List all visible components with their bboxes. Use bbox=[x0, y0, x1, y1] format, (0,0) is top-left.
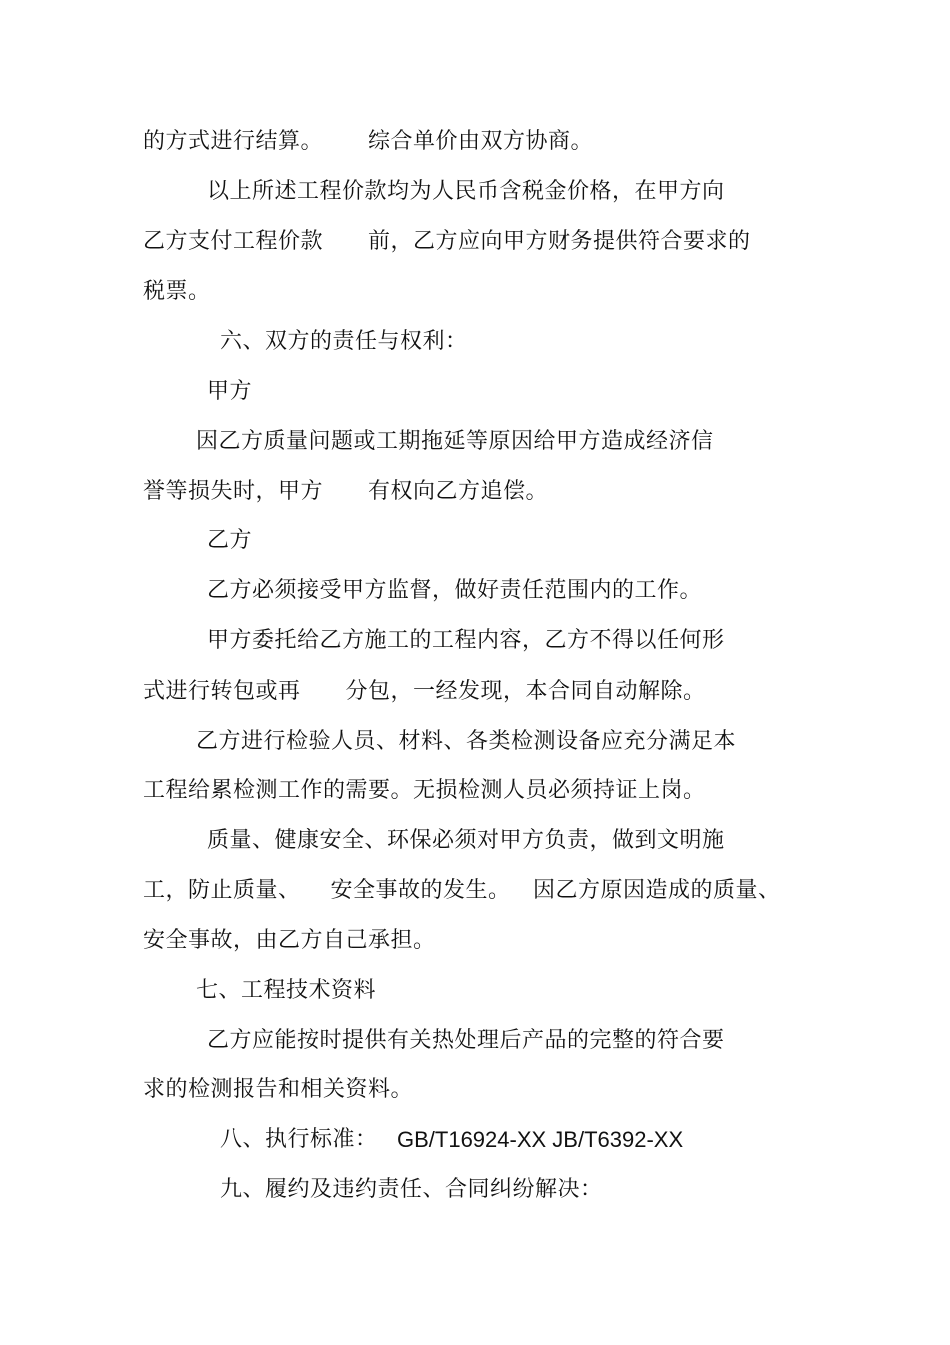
section-heading: 九、履约及违约责任、合同纠纷解决： bbox=[220, 1177, 603, 1202]
section-heading: 七、工程技术资料 bbox=[196, 978, 377, 1003]
subsection-heading: 甲方 bbox=[207, 379, 253, 404]
subsection-heading: 乙方 bbox=[207, 528, 253, 553]
section-heading: 六、双方的责任与权利： bbox=[220, 329, 468, 354]
text-line: 甲方委托给乙方施工的工程内容，乙方不得以任何形 bbox=[207, 628, 725, 653]
text-line: 以上所述工程价款均为人民币含税金价格，在甲方向 bbox=[207, 179, 725, 204]
text-line: 工，防止质量、 安全事故的发生。 因乙方原因造成的质量、 bbox=[143, 878, 781, 903]
text-line: 因乙方质量问题或工期拖延等原因给甲方造成经济信 bbox=[196, 429, 714, 454]
section-heading: 八、执行标准： bbox=[220, 1127, 400, 1152]
text-line: 质量、健康安全、环保必须对甲方负责，做到文明施 bbox=[207, 828, 725, 853]
text-line: 税票。 bbox=[143, 279, 211, 304]
text-line: 求的检测报告和相关资料。 bbox=[143, 1077, 414, 1102]
text-line: 乙方必须接受甲方监督，做好责任范围内的工作。 bbox=[207, 578, 703, 603]
standard-codes: GB/T16924-XX JB/T6392-XX bbox=[397, 1127, 684, 1152]
text-line: 乙方进行检验人员、材料、各类检测设备应充分满足本 bbox=[196, 729, 737, 754]
text-line: 工程给累检测工作的需要。无损检测人员必须持证上岗。 bbox=[143, 778, 706, 803]
text-line: 乙方支付工程价款 前，乙方应向甲方财务提供符合要求的 bbox=[143, 229, 751, 254]
text-line: 式进行转包或再 分包，一经发现，本合同自动解除。 bbox=[143, 679, 706, 704]
text-line: 誉等损失时，甲方 有权向乙方追偿。 bbox=[143, 479, 548, 504]
text-line: 安全事故，由乙方自己承担。 bbox=[143, 928, 436, 953]
text-line: 乙方应能按时提供有关热处理后产品的完整的符合要 bbox=[207, 1028, 725, 1053]
text-line: 的方式进行结算。 综合单价由双方协商。 bbox=[143, 129, 593, 154]
